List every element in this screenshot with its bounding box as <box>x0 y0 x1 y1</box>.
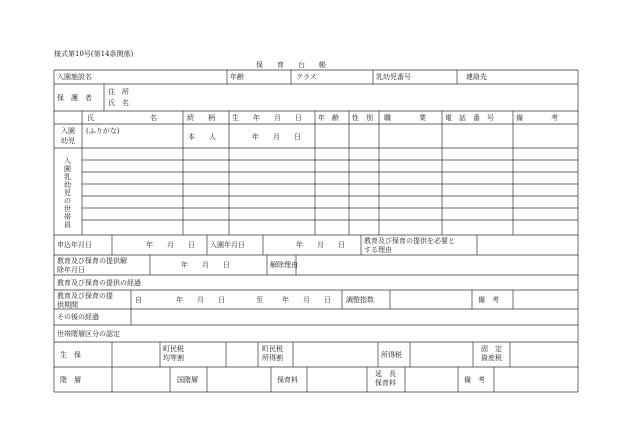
period-label-2: 供期間 <box>57 301 78 309</box>
col-remarks-header: 備 考 <box>516 114 558 122</box>
termination-date: 年 月 日 <box>181 261 230 269</box>
entry-date-value: 年 月 日 <box>296 241 345 249</box>
municipal-income-label-1: 町民税 <box>262 345 283 353</box>
guardian-name-label: 氏 名 <box>108 99 129 107</box>
entrant-label-2: 幼児 <box>61 137 75 145</box>
relation-self: 本 人 <box>188 133 216 141</box>
guardian-address-label: 住 所 <box>108 88 129 96</box>
entry-date-label: 入園年月日 <box>210 241 245 249</box>
age-label: 年齢 <box>230 73 244 81</box>
col-sex-header: 性 別 <box>352 114 373 122</box>
col-phone-header: 電 話 番 号 <box>445 114 494 122</box>
tier-label: 世帯階層区分の認定 <box>57 330 120 338</box>
level-label: 階 層 <box>60 376 81 384</box>
col-age-header: 年 齢 <box>318 114 339 122</box>
household-label-4: 児 <box>64 189 71 197</box>
household-label-0: 入 <box>64 157 71 165</box>
entrant-birthdate: 年 月 日 <box>252 133 301 141</box>
col-name-header: 氏 名 <box>87 114 157 122</box>
extended-fee-label-1: 延 長 <box>375 370 396 378</box>
national-level-label: 国階層 <box>177 376 198 384</box>
furigana-label: (ふりがな) <box>86 127 120 135</box>
household-label-2: 乳 <box>64 173 71 181</box>
col-occupation-header: 職 業 <box>384 114 426 122</box>
history-label: 教育及び保育の提供の経過 <box>57 279 141 287</box>
adjust-index-label: 調整指数 <box>346 296 374 304</box>
municipal-income-label-2: 所得割 <box>262 354 283 362</box>
household-label-6: 世 <box>64 205 71 213</box>
household-label-5: の <box>64 197 71 205</box>
municipal-equal-label-2: 均等割 <box>163 354 184 362</box>
fee-label: 保育料 <box>277 376 298 384</box>
household-label-3: 幼 <box>64 181 71 189</box>
termination-label-1: 教育及び保育の提供解 <box>57 257 127 265</box>
application-date-value: 年 月 日 <box>146 241 195 249</box>
household-label-8: 員 <box>64 221 71 229</box>
col-birthdate-header: 生 年 月 日 <box>232 114 302 122</box>
income-tax-label: 所得税 <box>381 351 402 359</box>
application-date-label: 申込年月日 <box>57 241 92 249</box>
household-label-1: 園 <box>64 165 71 173</box>
page-title: 保 育 台 帳 <box>256 61 326 69</box>
reason-label-1: 教育及び保育の提供を必要と <box>364 237 455 245</box>
facility-name-label: 入園施設名 <box>57 73 92 81</box>
period-remarks-label: 備 考 <box>478 296 499 304</box>
period-to-date: 年 月 日 <box>282 296 331 304</box>
contact-label: 連絡先 <box>466 73 487 81</box>
entrant-label-1: 入園 <box>61 127 75 135</box>
fixed-asset-label-2: 資産税 <box>481 354 502 362</box>
termination-reason-label: 解除理由 <box>270 261 298 269</box>
reason-label-2: する理由 <box>364 246 392 254</box>
period-from: 自 <box>135 296 142 304</box>
form-number: 様式第10号(第14条関係) <box>54 50 134 58</box>
class-label: クラス <box>296 73 317 81</box>
household-label-7: 帯 <box>64 213 71 221</box>
fixed-asset-label-1: 固 定 <box>481 345 502 353</box>
after-label: その後の経過 <box>57 313 99 321</box>
col-relation-header: 続 柄 <box>187 114 215 122</box>
period-to: 至 <box>256 296 263 304</box>
municipal-equal-label-1: 町民税 <box>163 345 184 353</box>
guardian-label: 保 護 者 <box>57 94 92 102</box>
termination-label-2: 除年月日 <box>57 266 85 274</box>
period-label-1: 教育及び保育の提 <box>57 292 113 300</box>
child-number-label: 乳幼児番号 <box>376 73 411 81</box>
extended-fee-label-2: 保育料 <box>375 379 396 387</box>
tier-remarks-label: 備 考 <box>464 376 485 384</box>
period-from-date: 年 月 日 <box>176 296 225 304</box>
livelihood-label: 生 保 <box>60 351 81 359</box>
